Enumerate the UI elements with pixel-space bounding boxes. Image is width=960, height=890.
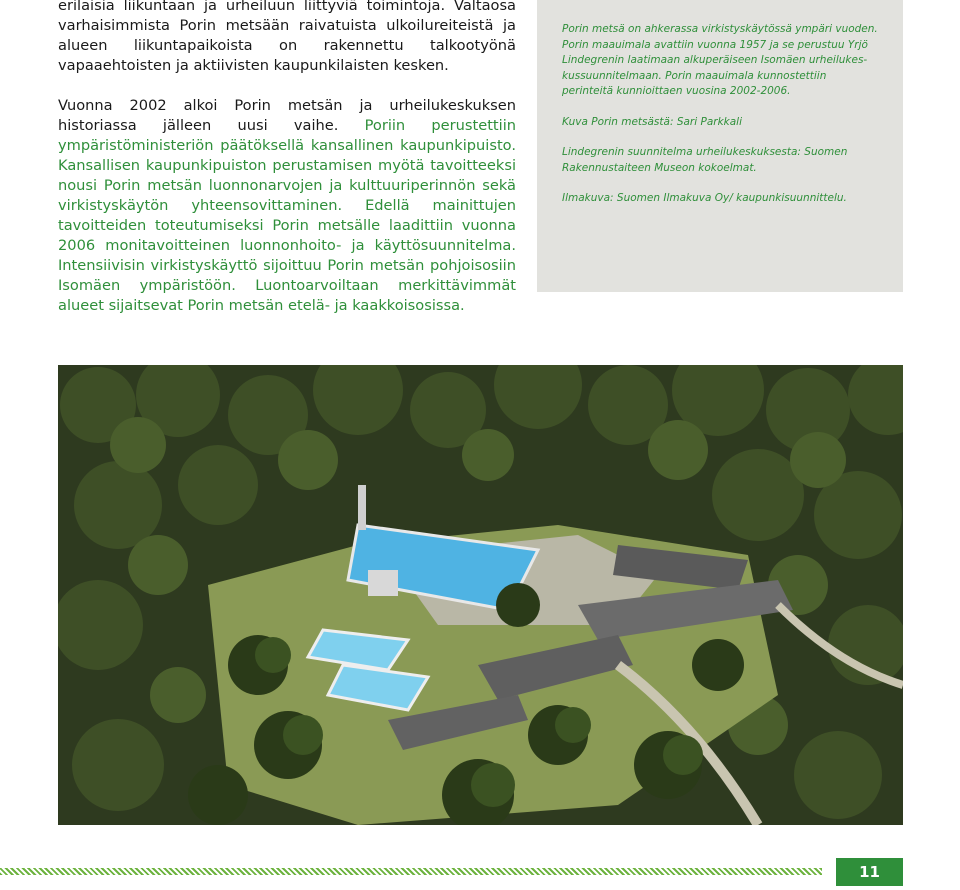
caption-aerial-credit: Ilmakuva: Suomen Ilmakuva Oy/ kaupunkisuunnittelu. bbox=[562, 192, 847, 204]
page-number: 11 bbox=[836, 858, 903, 886]
aerial-photo-illustration bbox=[58, 365, 903, 825]
body-text bbox=[58, 0, 516, 316]
caption-plan-credit: Lindegrenin suunnitelma urheilukeskuksesta: Suomen Rakennustaiteen Museon kokoelmat. bbox=[562, 146, 848, 174]
footer bbox=[0, 856, 960, 886]
paragraph-2-rest: Poriin perustettiin ympäristöministeriön päätöksellä kansallinen kaupunkipuisto. Kansallisen kaupunkipuiston perustamisen myötä tavoitteeksi nousi Porin metsän luonnonarvojen ja kulttuuriperinnön sekä virkistyskäytön yhteensovittaminen. Edellä mainittujen tavoitteiden toteutumiseksi Porin metsälle laadittiin vuonna 2006 monitavoitteinen luonnonhoito- ja käyttösuunnitelma. Intensiivisin virkistyskäyttö sijoittuu Porin metsän pohjoisosiin Isomäen ympäristöön. Luontoarvoiltaan merkittävimmät alueet sijaitsevat Porin metsän etelä- ja kaakkoisosissa. bbox=[58, 117, 516, 314]
caption-box bbox=[537, 0, 903, 292]
caption-pool: Porin metsä on ahkerassa virkistyskäytössä ympäri vuoden. Porin maauimala avattiin vuonna 1957 ja se perustuu Yrjö Lindegrenin laatimaan alkuperäiseen Isomäen urheilukeskussuunnitelmaan. Porin maauimala kunnostettiin perinteitä kunnioittaen vuosina 2002-2006. bbox=[562, 23, 878, 97]
paragraph-1: erilaisia liikuntaan ja urheiluun liittyviä toimintoja. Valtaosa varhaisimmista Porin metsään raivatuista ulkoilureiteistä ja alueen liikuntapaikoista on rakennettu talkootyönä vapaaehtoisten ja aktiivisten kaupunkilaisten kesken. bbox=[58, 0, 516, 74]
caption-box-inner bbox=[562, 22, 880, 207]
caption-photo-credit: Kuva Porin metsästä: Sari Parkkali bbox=[562, 115, 743, 128]
footer-decorative-strip bbox=[0, 868, 822, 875]
paragraph-2 bbox=[58, 96, 516, 316]
aerial-photo bbox=[58, 365, 903, 825]
paragraph-2-start: Vuonna 2002 alkoi Porin metsän ja urheilukeskuksen historiassa jälleen uusi vaihe. bbox=[58, 97, 516, 134]
